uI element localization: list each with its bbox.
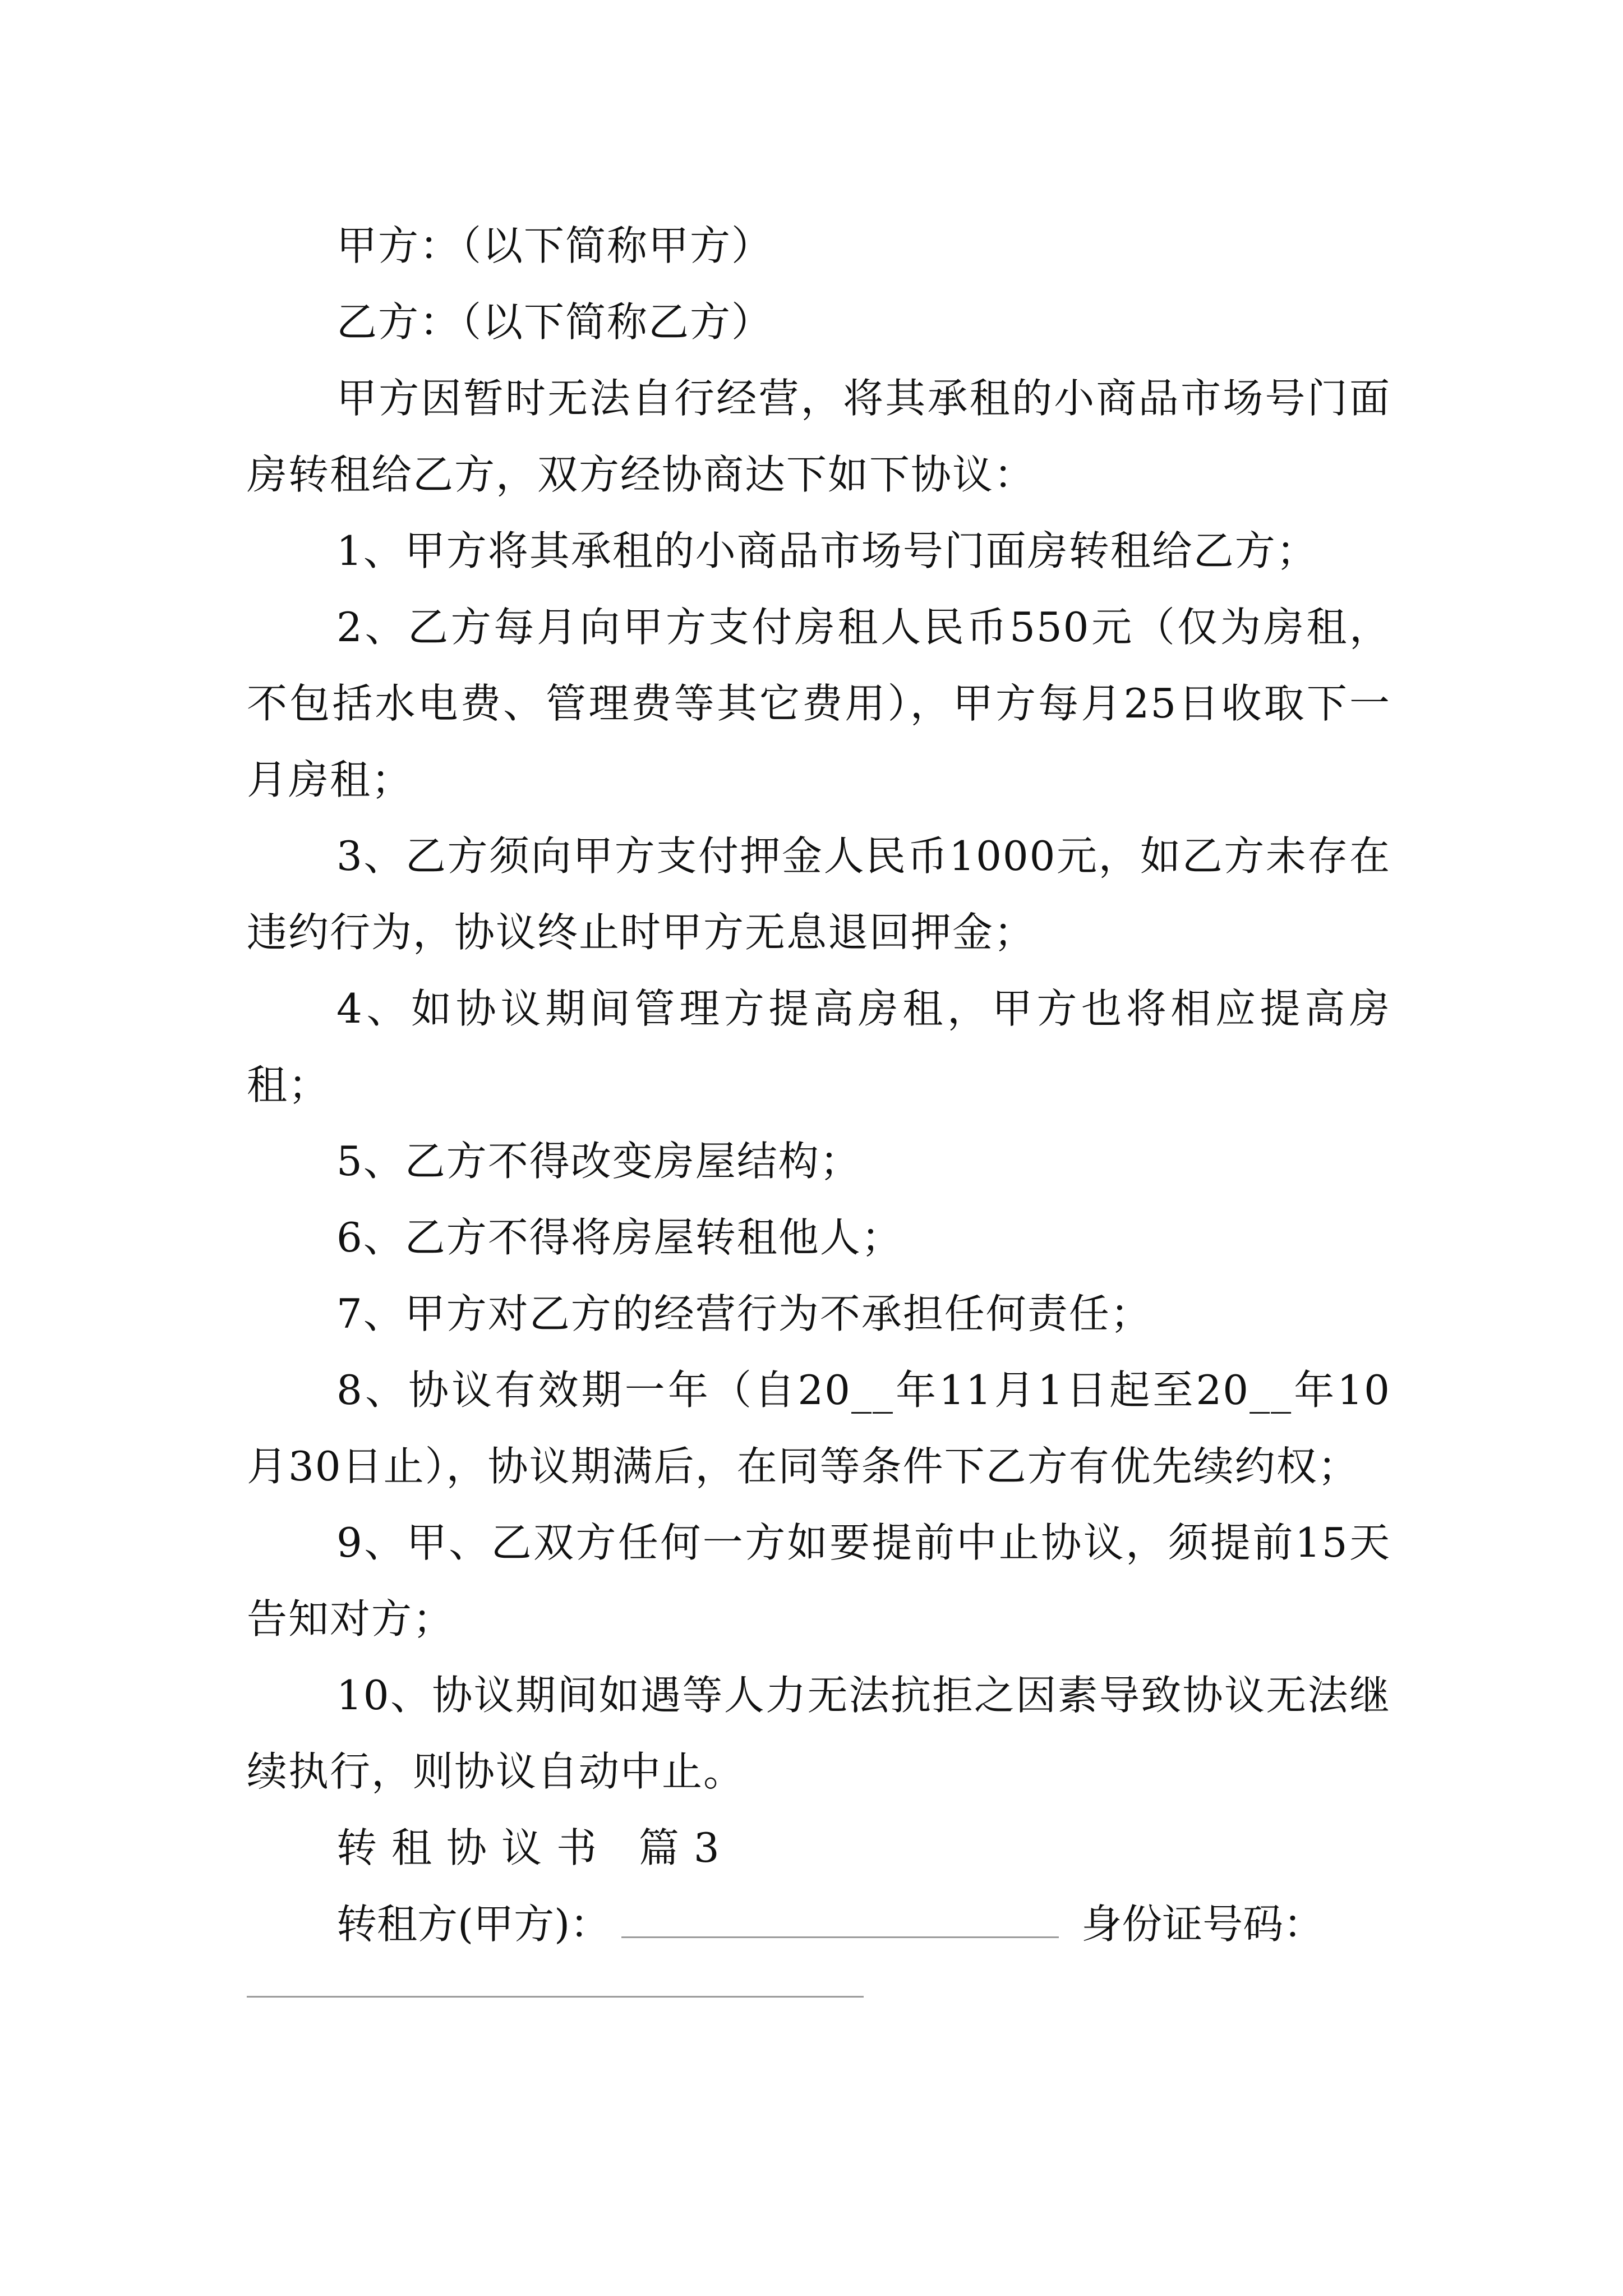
id-number-label: 身份证号码： xyxy=(1081,1901,1324,1948)
clause-3: 3、乙方须向甲方支付押金人民币1000元，如乙方未存在违约行为，协议终止时甲方无息退回押金； xyxy=(247,832,1391,956)
section-title: 转租协议书 篇3 xyxy=(336,1824,734,1871)
sublessor-blank-field[interactable] xyxy=(621,1903,1059,1938)
clause-7: 7、甲方对乙方的经营行为不承担任何责任； xyxy=(336,1290,1152,1337)
document-body xyxy=(247,208,1391,2039)
signature-row xyxy=(247,1886,1391,1962)
id-number-blank-row xyxy=(247,1962,1391,2039)
clause-1: 1、甲方将其承租的小商品市场号门面房转租给乙方； xyxy=(336,527,1318,574)
clause-8: 8、协议有效期一年（自20__年11月1日起至20__年10月30日止），协议期满后，在同等条件下乙方有优先续约权； xyxy=(247,1366,1391,1490)
preamble-paragraph: 甲方因暂时无法自行经营，将其承租的小商品市场号门面房转租给乙方，双方经协商达下如下协议： xyxy=(247,375,1391,498)
party-b-line: 乙方：（以下简称乙方） xyxy=(336,298,773,346)
party-a-line: 甲方：（以下简称甲方） xyxy=(336,222,773,269)
clause-9: 9、甲、乙双方任何一方如要提前中止协议，须提前15天告知对方； xyxy=(247,1519,1391,1642)
clause-10: 10、协议期间如遇等人力无法抗拒之因素导致协议无法继续执行，则协议自动中止。 xyxy=(247,1672,1391,1795)
sublessor-label: 转租方(甲方)： xyxy=(336,1901,611,1948)
clause-4: 4、如协议期间管理方提高房租，甲方也将相应提高房租； xyxy=(247,985,1391,1108)
clause-2: 2、乙方每月向甲方支付房租人民币550元（仅为房租，不包括水电费、管理费等其它费用），甲方每月25日收取下一月房租； xyxy=(247,604,1391,803)
clause-6: 6、乙方不得将房屋转租他人； xyxy=(336,1214,903,1261)
clause-5: 5、乙方不得改变房屋结构； xyxy=(336,1138,861,1185)
id-number-blank-field[interactable] xyxy=(247,1996,864,1998)
